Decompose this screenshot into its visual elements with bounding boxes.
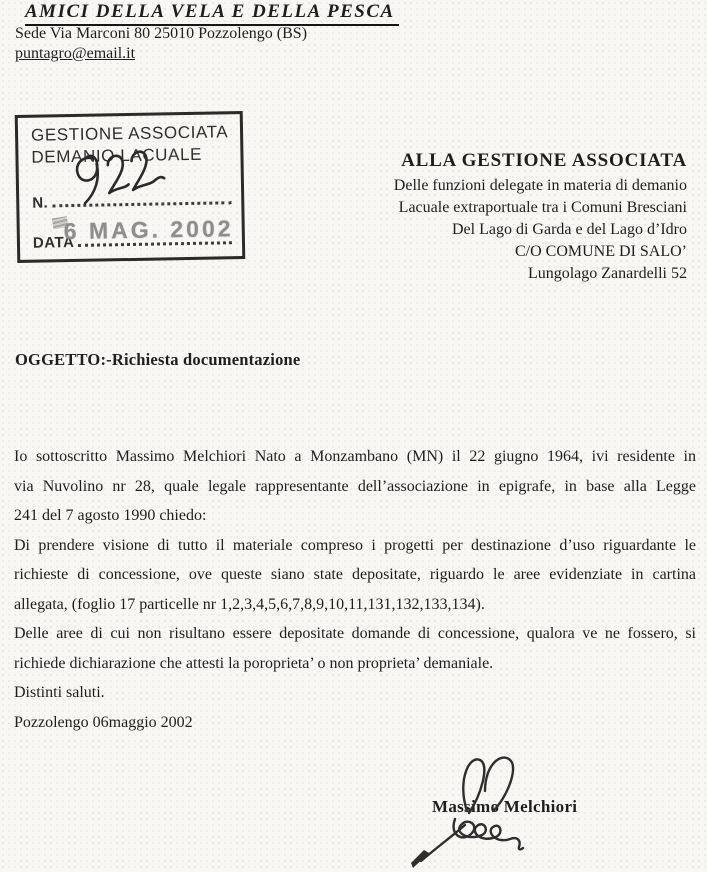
signature-strokes xyxy=(405,747,570,872)
handwritten-922-strokes xyxy=(66,142,171,210)
body-line: 241 del 7 agosto 1990 chiedo: xyxy=(14,507,207,524)
registration-stamp xyxy=(15,111,246,263)
body-line: richiede dichiarazione che attesti la poroprieta’ o non proprieta’ demaniale. xyxy=(14,654,494,672)
recipient-line-3: Del Lago di Garda e del Lago d’Idro xyxy=(451,221,687,238)
recipient-line-4: C/O COMUNE DI SALO’ xyxy=(515,243,687,260)
signature-tail-blot xyxy=(411,850,429,868)
letter-body xyxy=(14,442,696,737)
closing-line: Distinti saluti. xyxy=(14,684,105,701)
recipient-line-2: Lacuale extraportuale tra i Comuni Bresciani xyxy=(398,199,687,216)
subject-line: OGGETTO:-Richiesta documentazione xyxy=(15,350,301,369)
place-date-line: Pozzolengo 06maggio 2002 xyxy=(14,713,193,731)
recipient-line-1: Delle funzioni delegate in materia di demanio xyxy=(393,177,687,194)
stamp-date-label: DATA xyxy=(32,233,75,252)
recipient-block xyxy=(394,150,687,285)
stamp-number-label: N. xyxy=(32,194,49,212)
stamp-title-line1: GESTIONE ASSOCIATA xyxy=(30,122,229,145)
stamp-date-value: 6 MAG. 2002 xyxy=(63,215,234,245)
body-line: Delle aree di cui non risultano essere depositate domande di concessione, qualora ve ne fossero, si xyxy=(14,625,696,642)
body-line: allegata, (foglio 17 particelle nr 1,2,3,4,5,6,7,8,9,10,11,131,132,133,134). xyxy=(14,595,485,613)
organization-name: AMICI DELLA VELA E DELLA PESCA xyxy=(25,1,399,26)
recipient-heading: ALLA GESTIONE ASSOCIATA xyxy=(401,150,687,171)
handwritten-signature xyxy=(405,747,570,872)
body-line: Io sottoscritto Massimo Melchiori Nato a Monzambano (MN) il 22 giugno 1964, ivi residente in xyxy=(14,448,696,465)
organization-address: Sede Via Marconi 80 25010 Pozzolengo (BS) xyxy=(15,25,308,42)
stamp-title-line2: DEMANIO LACUALE xyxy=(31,144,203,167)
body-line: Di prendere visione di tutto il materiale compreso i progetti per destinazione d’uso riguardante le xyxy=(14,536,696,554)
body-line: richieste di concessione, ove queste siano state depositate, riguardo le aree evidenziate in cartina xyxy=(14,566,696,583)
stamp-handwritten-number xyxy=(68,145,169,207)
organization-email: puntagro@email.it xyxy=(15,45,136,62)
signatory-name: Massimo Melchiori xyxy=(432,797,578,816)
body-line: via Nuvolino nr 28, quale legale rappresentante dell’associazione in epigrafe, in base alla Legge xyxy=(14,477,696,495)
recipient-line-5: Lungolago Zanardelli 52 xyxy=(527,265,687,282)
